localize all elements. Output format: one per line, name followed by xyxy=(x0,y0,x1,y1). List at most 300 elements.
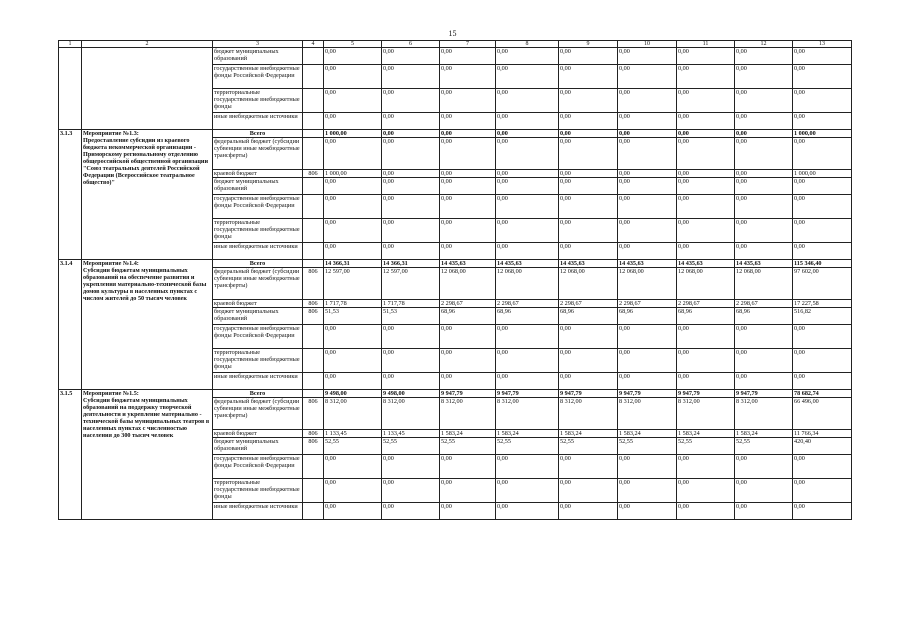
amount-cell: 0,00 xyxy=(618,219,677,243)
grbs-code xyxy=(303,130,324,138)
grbs-code xyxy=(303,113,324,130)
total-amount: 1 000,00 xyxy=(793,170,852,178)
amount-cell: 0,00 xyxy=(677,243,735,260)
amount-cell: 0,00 xyxy=(618,65,677,89)
amount-cell: 0,00 xyxy=(735,243,793,260)
amount-cell: 0,00 xyxy=(496,178,559,195)
column-number: 9 xyxy=(559,41,618,48)
amount-cell: 0,00 xyxy=(677,373,735,390)
funding-source: иные внебюджетные источники xyxy=(213,243,303,260)
total-amount: 97 602,00 xyxy=(793,268,852,300)
amount-cell: 0,00 xyxy=(559,89,618,113)
amount-cell: 0,00 xyxy=(559,219,618,243)
amount-cell: 0,00 xyxy=(382,455,440,479)
amount-cell: 0,00 xyxy=(324,48,382,65)
amount-cell: 14 435,63 xyxy=(677,260,735,268)
amount-cell: 9 947,79 xyxy=(618,390,677,398)
budget-table-body xyxy=(59,41,852,520)
amount-cell: 0,00 xyxy=(440,113,496,130)
column-number: 8 xyxy=(496,41,559,48)
measure-cell xyxy=(82,48,213,130)
amount-cell: 0,00 xyxy=(618,503,677,520)
amount-cell: 1 583,24 xyxy=(559,430,618,438)
grbs-code xyxy=(303,195,324,219)
total-amount: 66 496,00 xyxy=(793,398,852,430)
amount-cell: 0,00 xyxy=(496,195,559,219)
amount-cell: 0,00 xyxy=(496,455,559,479)
amount-cell: 0,00 xyxy=(618,48,677,65)
amount-cell: 0,00 xyxy=(440,89,496,113)
amount-cell: 52,55 xyxy=(382,438,440,455)
amount-cell: 0,00 xyxy=(440,325,496,349)
amount-cell: 0,00 xyxy=(440,373,496,390)
amount-cell: 0,00 xyxy=(440,479,496,503)
amount-cell: 2 298,67 xyxy=(440,300,496,308)
amount-cell: 0,00 xyxy=(382,65,440,89)
amount-cell: 0,00 xyxy=(440,178,496,195)
funding-source: иные внебюджетные источники xyxy=(213,503,303,520)
amount-cell: 0,00 xyxy=(559,130,618,138)
amount-cell: 0,00 xyxy=(735,479,793,503)
amount-cell: 0,00 xyxy=(324,138,382,170)
amount-cell: 68,96 xyxy=(735,308,793,325)
amount-cell: 0,00 xyxy=(324,195,382,219)
amount-cell: 0,00 xyxy=(618,243,677,260)
amount-cell: 9 947,79 xyxy=(559,390,618,398)
amount-cell: 0,00 xyxy=(735,89,793,113)
grbs-code xyxy=(303,178,324,195)
amount-cell: 0,00 xyxy=(496,479,559,503)
amount-cell: 0,00 xyxy=(559,195,618,219)
amount-cell: 0,00 xyxy=(677,89,735,113)
total-amount: 0,00 xyxy=(793,89,852,113)
amount-cell: 12 597,00 xyxy=(382,268,440,300)
amount-cell: 0,00 xyxy=(735,170,793,178)
amount-cell: 14 435,63 xyxy=(440,260,496,268)
column-number: 3 xyxy=(213,41,303,48)
measure-code: 3.1.4 xyxy=(59,260,82,390)
grbs-code: 806 xyxy=(303,430,324,438)
amount-cell: 0,00 xyxy=(382,48,440,65)
amount-cell: 0,00 xyxy=(382,373,440,390)
amount-cell: 0,00 xyxy=(440,195,496,219)
funding-source: бюджет муниципальных образований xyxy=(213,178,303,195)
funding-source: государственные внебюджетные фонды Российской Федерации xyxy=(213,195,303,219)
grbs-code xyxy=(303,89,324,113)
funding-source: Всего xyxy=(213,130,303,138)
total-row xyxy=(59,260,852,268)
amount-cell: 0,00 xyxy=(324,89,382,113)
amount-cell: 68,96 xyxy=(496,308,559,325)
amount-cell: 12 068,00 xyxy=(618,268,677,300)
amount-cell: 12 068,00 xyxy=(496,268,559,300)
amount-cell: 0,00 xyxy=(735,349,793,373)
measure-description: Предоставление субсидии из краевого бюджета некоммерческой организации - Приморскому региональному отделению общероссийской общественной организации "Союз театральных деятелей Российской Федерации (Всероссийское театральное общество)" xyxy=(83,137,209,186)
amount-cell: 0,00 xyxy=(440,503,496,520)
amount-cell: 14 366,31 xyxy=(324,260,382,268)
funding-source: территориальные государственные внебюджетные фонды xyxy=(213,479,303,503)
amount-cell: 0,00 xyxy=(735,138,793,170)
funding-source-row xyxy=(59,48,852,65)
amount-cell: 1 133,45 xyxy=(324,430,382,438)
grbs-code: 806 xyxy=(303,308,324,325)
amount-cell: 0,00 xyxy=(559,65,618,89)
total-amount: 0,00 xyxy=(793,138,852,170)
amount-cell: 0,00 xyxy=(618,130,677,138)
column-number: 1 xyxy=(59,41,82,48)
funding-source: краевой бюджет xyxy=(213,170,303,178)
amount-cell: 1 000,00 xyxy=(324,130,382,138)
total-row xyxy=(59,130,852,138)
amount-cell: 0,00 xyxy=(735,48,793,65)
measure-code: 3.1.3 xyxy=(59,130,82,260)
amount-cell: 0,00 xyxy=(324,178,382,195)
total-amount: 0,00 xyxy=(793,195,852,219)
amount-cell: 0,00 xyxy=(677,170,735,178)
amount-cell: 1 133,45 xyxy=(382,430,440,438)
amount-cell: 0,00 xyxy=(382,113,440,130)
grbs-code xyxy=(303,325,324,349)
amount-cell: 0,00 xyxy=(735,373,793,390)
amount-cell: 0,00 xyxy=(618,325,677,349)
amount-cell: 0,00 xyxy=(618,178,677,195)
funding-source: бюджет муниципальных образований xyxy=(213,308,303,325)
column-number-row xyxy=(59,41,852,48)
amount-cell: 8 312,00 xyxy=(440,398,496,430)
measure-title: Мероприятие №1.3: xyxy=(83,130,139,137)
total-amount: 115 346,40 xyxy=(793,260,852,268)
total-amount: 0,00 xyxy=(793,48,852,65)
budget-table xyxy=(58,40,852,520)
amount-cell: 0,00 xyxy=(382,219,440,243)
amount-cell: 8 312,00 xyxy=(382,398,440,430)
amount-cell: 0,00 xyxy=(440,243,496,260)
funding-source: территориальные государственные внебюджетные фонды xyxy=(213,89,303,113)
amount-cell: 0,00 xyxy=(496,373,559,390)
funding-source: федеральный бюджет (субсидии субвенции иные межбюджетные трансферты) xyxy=(213,398,303,430)
total-amount: 11 766,34 xyxy=(793,430,852,438)
amount-cell: 8 312,00 xyxy=(677,398,735,430)
amount-cell: 0,00 xyxy=(677,325,735,349)
amount-cell: 0,00 xyxy=(735,455,793,479)
amount-cell: 8 312,00 xyxy=(324,398,382,430)
grbs-code xyxy=(303,349,324,373)
amount-cell: 0,00 xyxy=(559,138,618,170)
measure-description: Субсидии бюджетам муниципальных образований на обеспечение развития и укрепления материально-технической базы домов культуры в населенных пунктах с числом жителей до 50 тысяч человек xyxy=(83,267,207,302)
grbs-code: 806 xyxy=(303,438,324,455)
column-number: 12 xyxy=(735,41,793,48)
amount-cell: 0,00 xyxy=(735,65,793,89)
total-amount: 0,00 xyxy=(793,455,852,479)
amount-cell: 0,00 xyxy=(440,170,496,178)
amount-cell: 0,00 xyxy=(735,219,793,243)
amount-cell: 0,00 xyxy=(496,243,559,260)
amount-cell: 0,00 xyxy=(382,130,440,138)
amount-cell: 2 298,67 xyxy=(496,300,559,308)
funding-source: Всего xyxy=(213,390,303,398)
amount-cell: 0,00 xyxy=(559,349,618,373)
amount-cell: 0,00 xyxy=(440,455,496,479)
total-amount: 0,00 xyxy=(793,113,852,130)
grbs-code xyxy=(303,243,324,260)
funding-source: Всего xyxy=(213,260,303,268)
amount-cell: 51,53 xyxy=(324,308,382,325)
amount-cell: 0,00 xyxy=(382,325,440,349)
amount-cell: 52,55 xyxy=(735,438,793,455)
amount-cell: 0,00 xyxy=(382,138,440,170)
amount-cell: 0,00 xyxy=(440,130,496,138)
amount-cell: 0,00 xyxy=(382,178,440,195)
amount-cell: 0,00 xyxy=(559,479,618,503)
total-amount: 0,00 xyxy=(793,65,852,89)
amount-cell: 1 717,78 xyxy=(382,300,440,308)
amount-cell: 52,55 xyxy=(440,438,496,455)
amount-cell: 0,00 xyxy=(496,113,559,130)
amount-cell: 0,00 xyxy=(559,243,618,260)
grbs-code: 806 xyxy=(303,398,324,430)
grbs-code xyxy=(303,260,324,268)
grbs-code: 806 xyxy=(303,170,324,178)
measure-description: Субсидии бюджетам муниципальных образований на поддержку творческой деятельности и укрепление материально - технической базы муниципальных театров в населенных пунктах с численностью населения до 300 тысяч человек xyxy=(83,397,210,439)
amount-cell: 0,00 xyxy=(382,170,440,178)
total-amount: 0,00 xyxy=(793,325,852,349)
column-number: 13 xyxy=(793,41,852,48)
amount-cell: 0,00 xyxy=(559,455,618,479)
amount-cell: 51,53 xyxy=(382,308,440,325)
amount-cell: 0,00 xyxy=(559,373,618,390)
amount-cell: 0,00 xyxy=(735,195,793,219)
funding-source: краевой бюджет xyxy=(213,430,303,438)
grbs-code xyxy=(303,65,324,89)
total-amount: 420,40 xyxy=(793,438,852,455)
funding-source: бюджет муниципальных образований xyxy=(213,48,303,65)
amount-cell: 0,00 xyxy=(559,48,618,65)
amount-cell: 0,00 xyxy=(496,503,559,520)
amount-cell: 52,55 xyxy=(496,438,559,455)
amount-cell: 9 498,00 xyxy=(324,390,382,398)
amount-cell: 8 312,00 xyxy=(618,398,677,430)
amount-cell: 8 312,00 xyxy=(735,398,793,430)
grbs-code xyxy=(303,479,324,503)
amount-cell: 0,00 xyxy=(324,65,382,89)
amount-cell: 0,00 xyxy=(677,130,735,138)
amount-cell: 2 298,67 xyxy=(735,300,793,308)
column-number: 4 xyxy=(303,41,324,48)
total-amount: 78 682,74 xyxy=(793,390,852,398)
amount-cell: 0,00 xyxy=(735,178,793,195)
funding-source: территориальные государственные внебюджетные фонды xyxy=(213,219,303,243)
amount-cell: 0,00 xyxy=(618,170,677,178)
amount-cell: 0,00 xyxy=(677,48,735,65)
funding-source: государственные внебюджетные фонды Российской Федерации xyxy=(213,65,303,89)
amount-cell: 68,96 xyxy=(440,308,496,325)
amount-cell: 0,00 xyxy=(618,349,677,373)
amount-cell: 2 298,67 xyxy=(559,300,618,308)
total-amount: 17 227,58 xyxy=(793,300,852,308)
grbs-code xyxy=(303,48,324,65)
amount-cell: 0,00 xyxy=(440,219,496,243)
amount-cell: 0,00 xyxy=(324,349,382,373)
grbs-code xyxy=(303,390,324,398)
amount-cell: 14 435,63 xyxy=(735,260,793,268)
amount-cell: 0,00 xyxy=(440,65,496,89)
amount-cell: 9 947,79 xyxy=(735,390,793,398)
amount-cell: 0,00 xyxy=(382,89,440,113)
amount-cell: 1 583,24 xyxy=(496,430,559,438)
amount-cell: 52,55 xyxy=(559,438,618,455)
funding-source: краевой бюджет xyxy=(213,300,303,308)
amount-cell: 0,00 xyxy=(677,349,735,373)
column-number: 7 xyxy=(440,41,496,48)
amount-cell: 1 583,24 xyxy=(618,430,677,438)
amount-cell: 0,00 xyxy=(324,113,382,130)
amount-cell: 0,00 xyxy=(440,349,496,373)
amount-cell: 12 068,00 xyxy=(735,268,793,300)
amount-cell: 68,96 xyxy=(618,308,677,325)
grbs-code xyxy=(303,219,324,243)
amount-cell: 0,00 xyxy=(496,130,559,138)
amount-cell: 0,00 xyxy=(618,373,677,390)
amount-cell: 12 068,00 xyxy=(677,268,735,300)
amount-cell: 14 366,31 xyxy=(382,260,440,268)
amount-cell: 0,00 xyxy=(496,48,559,65)
measure-title: Мероприятие №1.5: xyxy=(83,390,139,397)
amount-cell: 14 435,63 xyxy=(618,260,677,268)
funding-source: федеральный бюджет (субсидии субвенции иные межбюджетные трансферты) xyxy=(213,138,303,170)
amount-cell: 0,00 xyxy=(559,170,618,178)
amount-cell: 0,00 xyxy=(735,113,793,130)
amount-cell: 0,00 xyxy=(559,113,618,130)
total-amount: 0,00 xyxy=(793,243,852,260)
amount-cell: 9 947,79 xyxy=(496,390,559,398)
amount-cell: 0,00 xyxy=(559,325,618,349)
amount-cell: 0,00 xyxy=(324,325,382,349)
measure-cell xyxy=(82,130,213,260)
funding-source: бюджет муниципальных образований xyxy=(213,438,303,455)
amount-cell: 1 583,24 xyxy=(677,430,735,438)
measure-code xyxy=(59,48,82,130)
amount-cell: 0,00 xyxy=(324,503,382,520)
amount-cell: 0,00 xyxy=(735,130,793,138)
funding-source: государственные внебюджетные фонды Российской Федерации xyxy=(213,325,303,349)
grbs-code: 806 xyxy=(303,268,324,300)
amount-cell: 0,00 xyxy=(324,479,382,503)
amount-cell: 1 000,00 xyxy=(324,170,382,178)
amount-cell: 12 068,00 xyxy=(559,268,618,300)
amount-cell: 0,00 xyxy=(440,138,496,170)
measure-title: Мероприятие №1.4: xyxy=(83,260,139,267)
amount-cell: 0,00 xyxy=(324,455,382,479)
amount-cell: 0,00 xyxy=(618,138,677,170)
total-amount: 516,82 xyxy=(793,308,852,325)
column-number: 6 xyxy=(382,41,440,48)
amount-cell: 68,96 xyxy=(677,308,735,325)
amount-cell: 8 312,00 xyxy=(496,398,559,430)
amount-cell: 0,00 xyxy=(559,503,618,520)
funding-source: иные внебюджетные источники xyxy=(213,373,303,390)
grbs-code xyxy=(303,503,324,520)
amount-cell: 1 583,24 xyxy=(440,430,496,438)
amount-cell: 1 583,24 xyxy=(735,430,793,438)
measure-code: 3.1.5 xyxy=(59,390,82,520)
measure-cell xyxy=(82,390,213,520)
amount-cell: 52,55 xyxy=(618,438,677,455)
amount-cell: 0,00 xyxy=(618,113,677,130)
amount-cell: 14 435,63 xyxy=(496,260,559,268)
amount-cell: 2 298,67 xyxy=(677,300,735,308)
amount-cell: 0,00 xyxy=(618,195,677,219)
total-amount: 1 000,00 xyxy=(793,130,852,138)
amount-cell: 0,00 xyxy=(735,325,793,349)
funding-source: государственные внебюджетные фонды Российской Федерации xyxy=(213,455,303,479)
grbs-code xyxy=(303,138,324,170)
grbs-code xyxy=(303,373,324,390)
amount-cell: 0,00 xyxy=(382,243,440,260)
amount-cell: 8 312,00 xyxy=(559,398,618,430)
amount-cell: 0,00 xyxy=(496,138,559,170)
total-row xyxy=(59,390,852,398)
amount-cell: 0,00 xyxy=(496,89,559,113)
amount-cell: 0,00 xyxy=(559,178,618,195)
amount-cell: 9 947,79 xyxy=(677,390,735,398)
funding-source: федеральный бюджет (субсидии субвенции иные межбюджетные трансферты) xyxy=(213,268,303,300)
column-number: 5 xyxy=(324,41,382,48)
amount-cell: 0,00 xyxy=(382,479,440,503)
amount-cell: 0,00 xyxy=(618,89,677,113)
amount-cell: 14 435,63 xyxy=(559,260,618,268)
column-number: 2 xyxy=(82,41,213,48)
amount-cell: 0,00 xyxy=(496,65,559,89)
amount-cell: 0,00 xyxy=(735,503,793,520)
amount-cell: 0,00 xyxy=(677,113,735,130)
amount-cell: 0,00 xyxy=(677,479,735,503)
amount-cell: 0,00 xyxy=(677,138,735,170)
column-number: 11 xyxy=(677,41,735,48)
amount-cell: 0,00 xyxy=(382,503,440,520)
total-amount: 0,00 xyxy=(793,219,852,243)
amount-cell: 0,00 xyxy=(618,479,677,503)
amount-cell: 0,00 xyxy=(496,349,559,373)
amount-cell: 52,55 xyxy=(324,438,382,455)
amount-cell: 0,00 xyxy=(496,170,559,178)
amount-cell: 68,96 xyxy=(559,308,618,325)
amount-cell: 0,00 xyxy=(324,219,382,243)
amount-cell: 0,00 xyxy=(382,349,440,373)
measure-cell xyxy=(82,260,213,390)
total-amount: 0,00 xyxy=(793,178,852,195)
amount-cell: 9 498,00 xyxy=(382,390,440,398)
funding-source: территориальные государственные внебюджетные фонды xyxy=(213,349,303,373)
amount-cell: 0,00 xyxy=(496,219,559,243)
total-amount: 0,00 xyxy=(793,349,852,373)
page-number: 15 xyxy=(448,29,457,38)
column-number: 10 xyxy=(618,41,677,48)
amount-cell: 9 947,79 xyxy=(440,390,496,398)
amount-cell: 0,00 xyxy=(618,455,677,479)
amount-cell: 12 068,00 xyxy=(440,268,496,300)
amount-cell: 0,00 xyxy=(677,178,735,195)
grbs-code xyxy=(303,455,324,479)
total-amount: 0,00 xyxy=(793,479,852,503)
total-amount: 0,00 xyxy=(793,503,852,520)
amount-cell: 12 597,00 xyxy=(324,268,382,300)
amount-cell: 2 298,67 xyxy=(618,300,677,308)
amount-cell: 0,00 xyxy=(496,325,559,349)
amount-cell: 0,00 xyxy=(677,65,735,89)
funding-source: иные внебюджетные источники xyxy=(213,113,303,130)
amount-cell: 0,00 xyxy=(324,243,382,260)
amount-cell: 0,00 xyxy=(677,455,735,479)
